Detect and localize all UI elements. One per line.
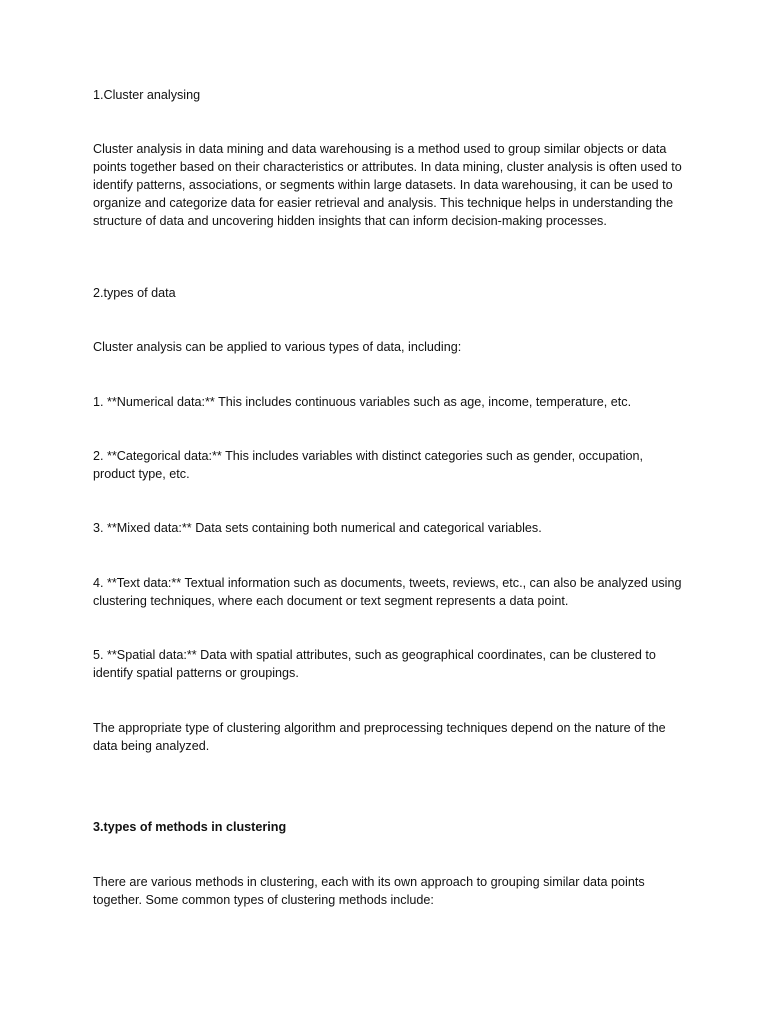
heading-types-of-data: 2.types of data xyxy=(93,286,176,300)
paragraph-types-of-data-intro: Cluster analysis can be applied to various types of data, including: xyxy=(93,340,462,354)
heading-types-of-methods: 3.types of methods in clustering xyxy=(93,820,287,834)
paragraph-cluster-analysis-intro: Cluster analysis in data mining and data warehousing is a method used to group similar objects or data points together based on their characteristics or attributes. In data mining, cluster analysis is often used to identify patterns, associations, or segments within large datasets. In data warehousing, it can be used to organize and categorize data for easier retrieval and analysis. This technique helps in understanding the structure of data and uncovering hidden insights that can inform decision-making processes. xyxy=(93,142,682,228)
list-item-text-data: 4. **Text data:** Textual information such as documents, tweets, reviews, etc., can also be analyzed using clustering techniques, where each document or text segment represents a data point. xyxy=(93,576,682,608)
list-item-spatial-data: 5. **Spatial data:** Data with spatial attributes, such as geographical coordinates, can be clustered to identify spatial patterns or groupings. xyxy=(93,648,656,680)
list-item-numerical-data: 1. **Numerical data:** This includes continuous variables such as age, income, temperature, etc. xyxy=(93,395,632,409)
paragraph-methods-intro: There are various methods in clustering, each with its own approach to grouping similar data points together. Some common types of clustering methods include: xyxy=(93,875,645,907)
list-item-categorical-data: 2. **Categorical data:** This includes variables with distinct categories such as gender, occupation, product type, etc. xyxy=(93,449,644,481)
paragraph-algorithm-choice: The appropriate type of clustering algorithm and preprocessing techniques depend on the nature of the data being analyzed. xyxy=(93,721,666,753)
list-item-mixed-data: 3. **Mixed data:** Data sets containing both numerical and categorical variables. xyxy=(93,521,542,535)
heading-cluster-analysing: 1.Cluster analysing xyxy=(93,88,201,102)
